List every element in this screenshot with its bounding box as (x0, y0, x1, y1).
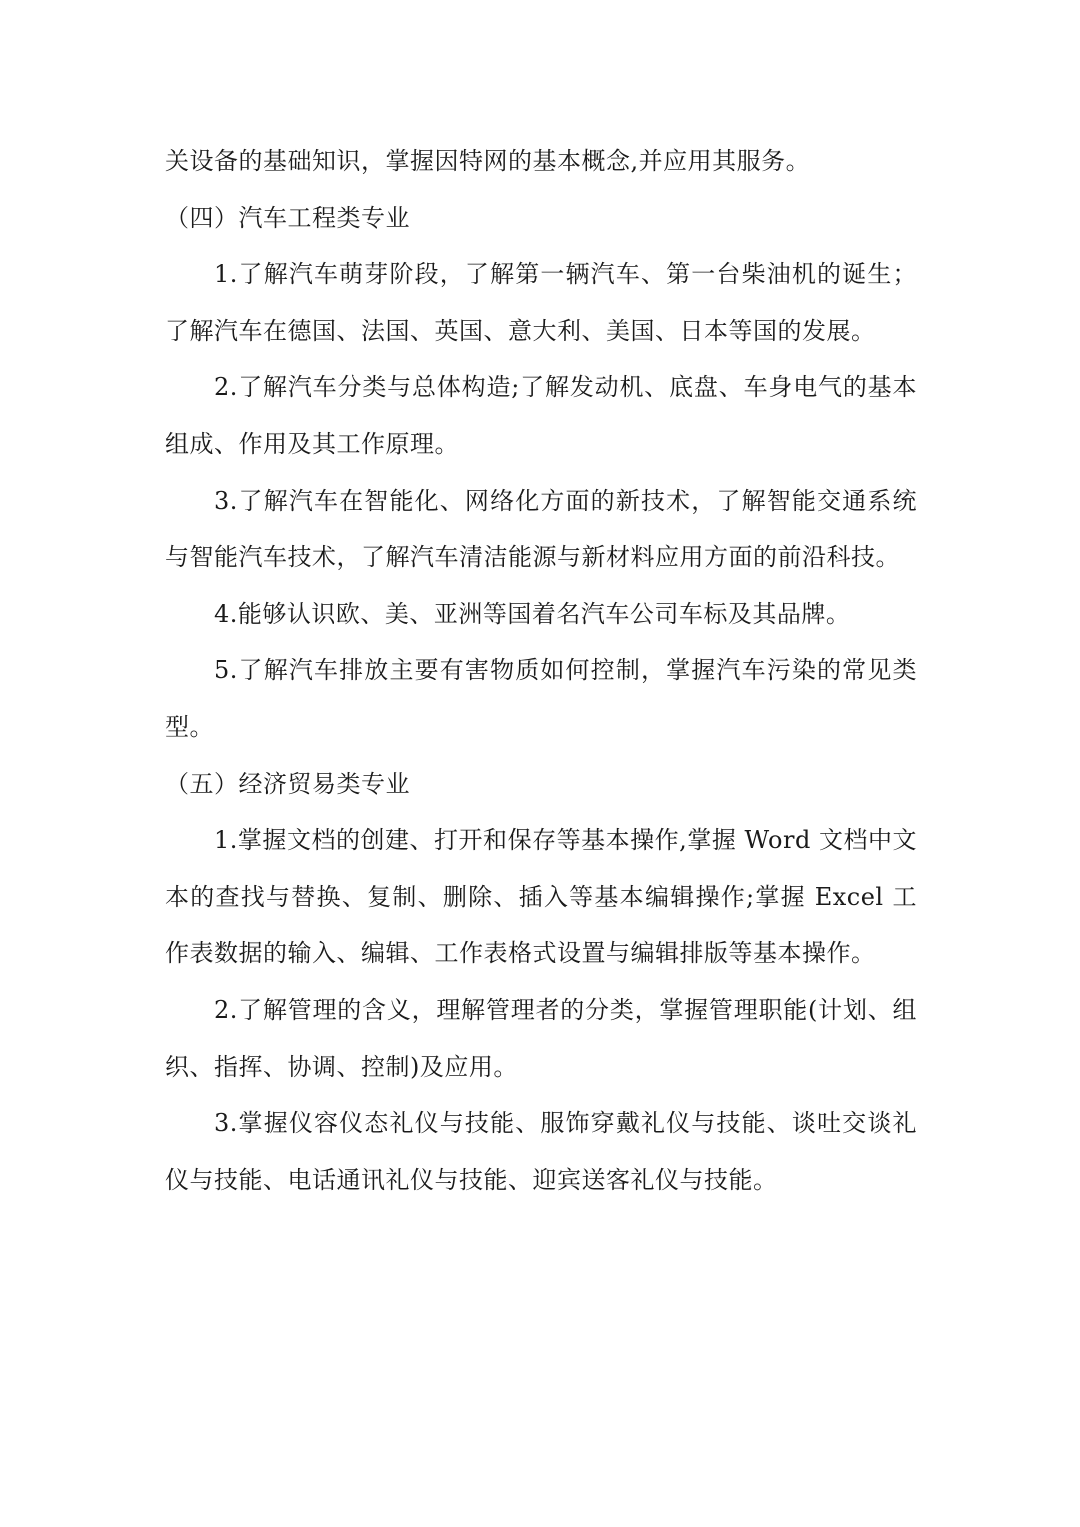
document-body (165, 133, 917, 1208)
section-4-item-5: 5.了解汽车排放主要有害物质如何控制，掌握汽车污染的常见类型。 (165, 656, 917, 741)
section-4-item-2: 2.了解汽车分类与总体构造;了解发动机、底盘、车身电气的基本组成、作用及其工作原理。 (165, 373, 917, 458)
section-4-heading: （四）汽车工程类专业 (165, 203, 410, 232)
continuation-paragraph: 关设备的基础知识，掌握因特网的基本概念,并应用其服务。 (165, 147, 811, 175)
section-5-item-3: 3.掌握仪容仪态礼仪与技能、服饰穿戴礼仪与技能、谈吐交谈礼仪与技能、电话通讯礼仪与技能、迎宾送客礼仪与技能。 (165, 1109, 917, 1194)
section-4-item-3: 3.了解汽车在智能化、网络化方面的新技术，了解智能交通系统与智能汽车技术，了解汽车清洁能源与新材料应用方面的前沿科技。 (165, 486, 917, 572)
section-5-heading: （五）经济贸易类专业 (165, 769, 410, 798)
section-4-item-4: 4.能够认识欧、美、亚洲等国着名汽车公司车标及其品牌。 (214, 599, 851, 628)
section-5-item-2: 2.了解管理的含义，理解管理者的分类，掌握管理职能(计划、组织、指挥、协调、控制)及应用。 (165, 995, 917, 1081)
section-4-item-1: 1.了解汽车萌芽阶段，了解第一辆汽车、第一台柴油机的诞生；了解汽车在德国、法国、英国、意大利、美国、日本等国的发展。 (165, 260, 917, 345)
section-5-item-1: 1.掌握文档的创建、打开和保存等基本操作,掌握 Word 文档中文本的查找与替换、复制、删除、插入等基本编辑操作;掌握 Excel 工作表数据的输入、编辑、工作表格式设置与编辑排版等基本操作。 (165, 826, 917, 968)
